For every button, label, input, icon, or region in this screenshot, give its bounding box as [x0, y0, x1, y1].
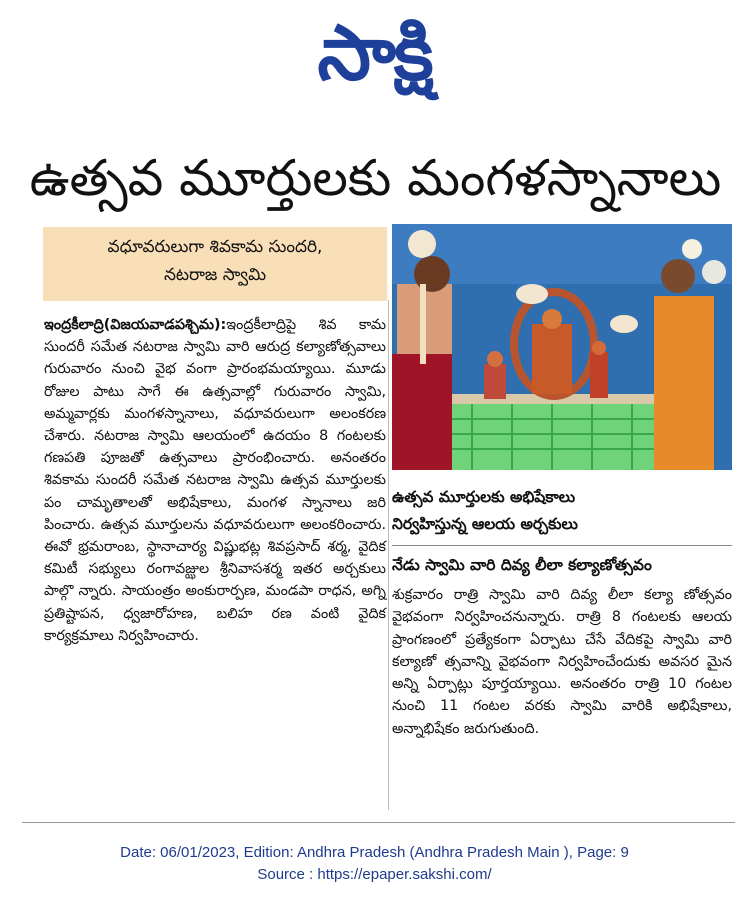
- body-left-text: ఇంద్రకీలాద్రిపై శివ కామ సుందరీ సమేత నటరాజ స్వామి వారి ఆరుద్ర కల్యాణోత్సవాలు గురువారం నుంచి వైభ వంగా ప్రారంభమయ్యాయి. మూడు రోజుల పాటు సాగే ఈ ఉత్సవాల్లో గురువారం స్వామి, అమ్మవార్లకు మంగళస్నానాలు, వధూవరులుగా అలంకరణ చేశారు. నటరాజ స్వామి ఆలయంలో ఉదయం 8 గంటలకు గణపతి పూజతో ఉత్సవాలు ప్రారంభించారు. అనంతరం శివకామ సుందరీ సమేత నటరాజ స్వామి ఉత్సవ మూర్తులకు పం చామృతాలతో అభిషేకాలు, మంగళ స్నానాలు జరి పించారు. ఉత్సవ మూర్తులను వధూవరులుగా అలంకరించారు. ఈవో భ్రమరాంబ, స్థానాచార్య విష్ణుభట్ల శివప్రసాద్ శర్మ, వైదిక కమిటీ సభ్యులు రంగావజ్ఝుల శ్రీనివాసశర్మ ఇతర అర్చకులు పాల్గొ న్నారు. సాయంత్రం అంకురార్పణ, మండపా రాధన, అగ్ని ప్రతిష్టాపన, ధ్వజారోహణ, బలిహ రణ వంటి వైదిక కార్యక్రమాలు నిర్వహించారు.: [44, 317, 386, 644]
- subhead-line-1: వధూవరులుగా శివకామ సుందరి,: [107, 237, 323, 257]
- article-body-left: [44, 314, 386, 647]
- footer: [0, 842, 749, 886]
- article-body-right: శుక్రవారం రాత్రి స్వామి వారి దివ్య లీలా కల్యా ణోత్సవం వైభవంగా నిర్వహించనున్నారు. రాత్రి 8 గంటలకు ఆలయ ప్రాంగణంలో ప్రత్యేకంగా ఏర్పాటు చేసే వేదికపై స్వామి వారి కల్యాణో త్సవాన్ని వైభవంగా నిర్వహించేందుకు అవసర మైన అన్ని ఏర్పాట్లు పూర్తయ్యాయి. అనంతరం రాత్రి 10 గంటల నుంచి 11 గంటల వరకు స్వామి వారికి అభిషేకాలు, అన్నాభిషేకం జరుగుతుంది.: [392, 587, 732, 737]
- dateline: ఇంద్రకీలాద్రి(విజయవాడపశ్చిమ):: [44, 317, 227, 333]
- photo-caption: [392, 484, 732, 538]
- column-divider: [388, 300, 389, 810]
- caption-line-1: ఉత్సవ మూర్తులకు అభిషేకాలు: [392, 488, 576, 506]
- subhead-line-2: నటరాజ స్వామి: [163, 265, 267, 285]
- photo-priests-abhishekam: [392, 224, 732, 470]
- article-headline: ఉత్సవ మూర్తులకు మంగళస్నానాలు: [29, 149, 722, 207]
- article-photo: [392, 224, 732, 470]
- footer-date-edition: Date: 06/01/2023, Edition: Andhra Pradesh (Andhra Pradesh Main ), Page: 9: [120, 844, 629, 861]
- section-divider: [392, 545, 732, 546]
- caption-line-2: నిర్వహిస్తున్న ఆలయ అర్చకులు: [392, 515, 578, 533]
- footer-source-link[interactable]: Source : https://epaper.sakshi.com/: [257, 866, 492, 883]
- newspaper-masthead-logo: సాక్షి: [317, 8, 432, 97]
- section-subtitle: నేడు స్వామి వారి దివ్య లీలా కల్యాణోత్సవం: [392, 556, 652, 574]
- article-subhead-box: [43, 227, 387, 301]
- footer-divider: [22, 822, 735, 823]
